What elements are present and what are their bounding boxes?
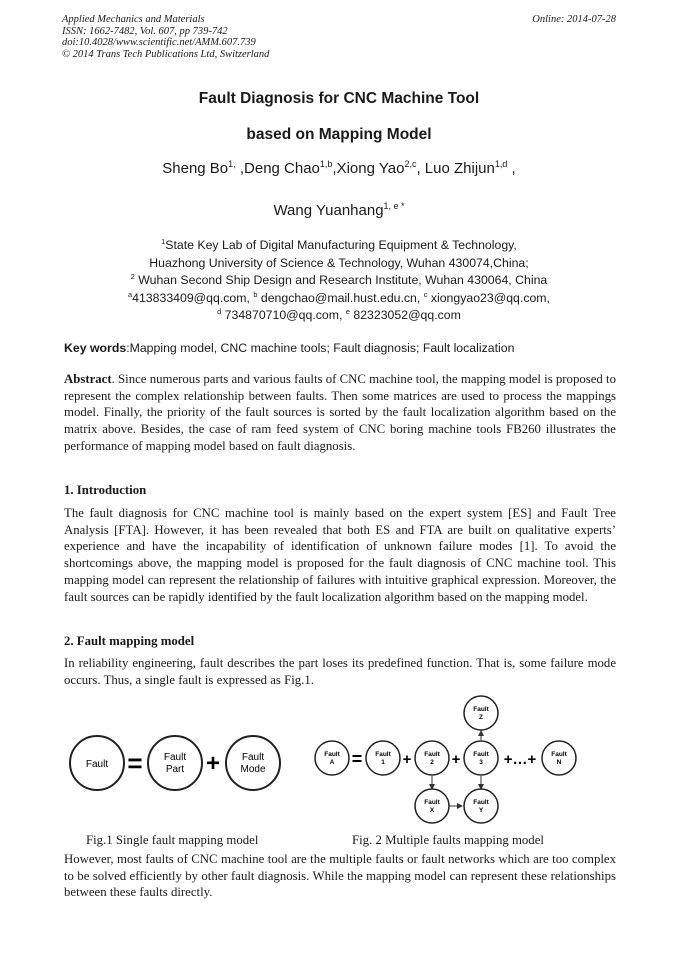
fig1-fault-mode-node <box>226 736 280 790</box>
journal-doi: doi:10.4028/www.scientific.net/AMM.607.739 <box>62 37 256 48</box>
journal-name: Applied Mechanics and Materials <box>62 14 205 25</box>
affiliation-2: Wuhan Second Ship Design and Research Institute, Wuhan 430064, China <box>134 273 548 287</box>
abstract-text: . Since numerous parts and various faults of CNC machine tool, the mapping model is proposed to represent the complex relationship between faults. Then some matrices are used to process the mappings model. Finally, the priority of the fault sources is sorted by the fault localization algorithm based on the matrix above. Besides, the case of ram feed system of CNC boring machine tools FB260 illustrates the performance of mapping model based on fault diagnosis. <box>64 372 616 453</box>
fig2-caption: Fig. 2 Multiple faults mapping model <box>352 833 544 847</box>
author-separator: , <box>507 160 516 177</box>
author-separator: , <box>416 160 425 177</box>
fig2-node-word: Fault <box>375 751 391 758</box>
introduction-text: The fault diagnosis for CNC machine tool is mainly based on the expert system [ES] and Fault Tree Analysis [FTA]. However, it has been revealed that both ES and FTA are built on qualitative experts’ experience and have the incapability of identification of unknown failure modes [1]. To avoid the shortcomings above, the mapping model is proposed for the fault diagnosis of CNC machine tool. This mapping model can represent the relationship of failures with intuitive graphical expression. Moreover, the fault sources can be rapidly identified by the fault localization algorithm based on the mapping model. <box>64 506 616 604</box>
fig2-node-y <box>464 789 498 823</box>
author-sup: 2,c <box>404 159 417 169</box>
author-name: Sheng Bo <box>162 160 229 177</box>
fig2-equals: = <box>351 749 363 769</box>
fig2-ellipsis: +…+ <box>503 751 537 768</box>
aff-sup: 1 <box>161 236 166 246</box>
author-sup: 1,b <box>319 159 333 169</box>
author-separator: , <box>235 160 245 177</box>
fault-mapping-text-2: However, most faults of CNC machine tool are the multiple faults or fault networks which are too complex to be solved efficiently by other fault diagnosis. While the mapping model can represent these relationships between these faults directly. <box>64 852 616 900</box>
fig2-node-a-label: A <box>329 759 335 766</box>
section-heading-fault-mapping: 2. Fault mapping model <box>64 634 195 648</box>
fig2-node-n-label: N <box>556 759 562 766</box>
author-sup: 1, e * <box>383 201 405 211</box>
fig2-node-x-label: X <box>429 807 435 814</box>
email-sup: a <box>128 289 133 299</box>
fig2-node-n <box>542 741 576 775</box>
fig1-part-label-2: Part <box>165 764 185 775</box>
fig1-part-label-1: Fault <box>163 752 187 763</box>
section-heading-introduction: 1. Introduction <box>64 483 147 497</box>
author-sup: 1, <box>228 159 236 169</box>
fig2-node-word: Fault <box>551 751 567 758</box>
author-name: Deng Chao <box>244 160 320 177</box>
author-name: Luo Zhijun <box>424 160 495 177</box>
fig2-plus: + <box>451 751 461 768</box>
email-sup: d <box>217 306 222 316</box>
fig2-plus: + <box>402 751 412 768</box>
author-name: Wang Yuanhang <box>273 202 384 219</box>
fig1-fault-node <box>70 736 124 790</box>
fig2-node-y-label: Y <box>478 807 484 814</box>
paper-title-line2: based on Mapping Model <box>246 126 432 143</box>
email-sup: b <box>253 289 258 299</box>
fig2-node-2-label: 2 <box>430 759 434 766</box>
email-a: 413833409@qq.com, <box>132 290 254 305</box>
email-sup: e <box>345 306 350 316</box>
fig1-plus: + <box>205 750 221 777</box>
author-separator: , <box>332 160 337 177</box>
fig1-single-fault-diagram <box>70 736 280 790</box>
email-d: 734870710@qq.com, <box>221 308 346 322</box>
fig2-node-word: Fault <box>424 751 440 758</box>
fig2-node-z <box>464 696 498 730</box>
fig2-node-z-label: Z <box>479 714 483 721</box>
fig1-mode-label-2: Mode <box>240 764 266 775</box>
keywords-label: Key words <box>64 341 127 355</box>
fig2-node-word: Fault <box>324 751 340 758</box>
fig2-multiple-faults-diagram <box>315 696 576 823</box>
journal-issn: ISSN: 1662-7482, Vol. 607, pp 739-742 <box>62 25 228 37</box>
paper-title-line1: Fault Diagnosis for CNC Machine Tool <box>198 90 480 107</box>
fig2-node-3 <box>464 741 498 775</box>
fig2-node-word: Fault <box>473 799 489 806</box>
email-c: xiongyao23@qq.com, <box>427 290 550 305</box>
fig2-node-3-label: 3 <box>479 759 483 766</box>
fault-mapping-text-1: In reliability engineering, fault describes the part loses its predefined function. That is, some failure mode occurs. Thus, a single fault is expressed as Fig.1. <box>64 656 616 687</box>
keywords-text: :Mapping model, CNC machine tools; Fault diagnosis; Fault localization <box>126 341 515 355</box>
author-sup: 1,d <box>494 159 508 169</box>
fig2-node-1-label: 1 <box>381 759 385 766</box>
fig1-fault-part-node <box>148 736 202 790</box>
online-date: Online: 2014-07-28 <box>532 14 616 25</box>
email-sup: c <box>423 289 428 299</box>
fig2-node-a <box>315 741 349 775</box>
fig1-fault-label: Fault <box>85 759 109 770</box>
aff-sup: 2 <box>130 271 135 281</box>
fig2-node-x <box>415 789 449 823</box>
journal-copyright: © 2014 Trans Tech Publications Ltd, Switzerland <box>62 48 270 60</box>
fig2-node-word: Fault <box>473 751 489 758</box>
author-name: Xiong Yao <box>336 160 405 177</box>
email-b: dengchao@mail.hust.edu.cn, <box>257 290 424 305</box>
fig2-node-1 <box>366 741 400 775</box>
fig1-caption: Fig.1 Single fault mapping model <box>86 833 259 847</box>
fig2-node-2 <box>415 741 449 775</box>
affiliation-1-line1: State Key Lab of Digital Manufacturing Equipment & Technology, <box>165 238 517 252</box>
affiliation-1-line2: Huazhong University of Science & Technology, Wuhan 430074,China; <box>149 255 529 270</box>
fig1-mode-label-1: Fault <box>241 752 265 763</box>
fig2-node-word: Fault <box>473 706 489 713</box>
email-e: 82323052@qq.com <box>349 308 461 322</box>
fig1-equals: = <box>127 748 143 778</box>
fig2-node-word: Fault <box>424 799 440 806</box>
abstract-label: Abstract <box>64 372 112 386</box>
